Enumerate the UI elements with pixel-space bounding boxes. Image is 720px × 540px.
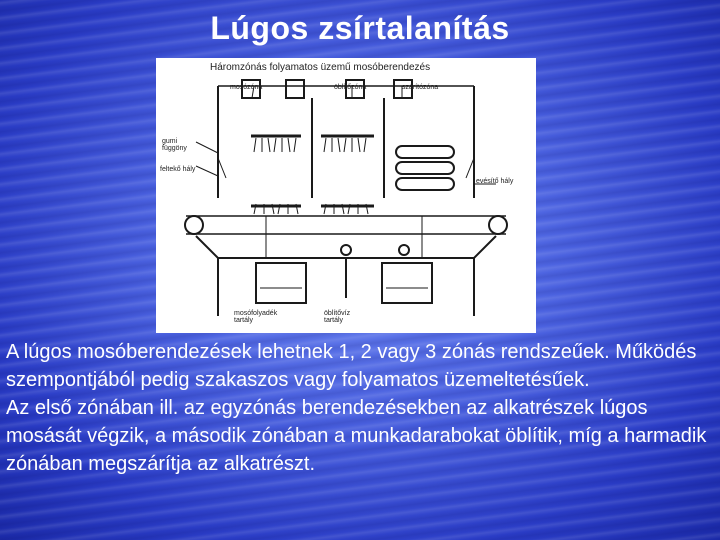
slide-title: Lúgos zsírtalanítás [210, 10, 510, 46]
label-wash-tank: mosófolyadék tartály [234, 310, 278, 324]
label-rubber-curtain: gumi függöny [162, 138, 187, 152]
label-wash-zone: mosózóna [230, 84, 263, 91]
washer-diagram-drawing [156, 58, 536, 333]
label-rinse-zone: öblítőzóna [334, 84, 367, 91]
body-text [6, 338, 718, 478]
label-rinse-tank: öblítővíz tartály [324, 310, 351, 324]
paragraph-2: Az első zónában ill. az egyzónás berendezésekben az alkatrészek lúgos mosását végzik, a második zónában a munkadarabokat öblítik, míg a harmadik zónában megszárítja az alkatrészt. [6, 397, 707, 475]
washer-diagram [156, 58, 536, 333]
diagram-title: Háromzónás folyamatos üzemű mosóberendezés [210, 62, 431, 73]
label-loading-area: feltekő hály [160, 166, 196, 173]
label-dry-zone: szárítózóna [402, 84, 439, 91]
paragraph-1: A lúgos mosóberendezések lehetnek 1, 2 vagy 3 zónás rendszeűek. Működés szempontjából pedig szakaszos vagy folyamatos üzemeltetésűek. [6, 341, 697, 391]
label-unloading-area: evésítő hály [476, 178, 514, 185]
